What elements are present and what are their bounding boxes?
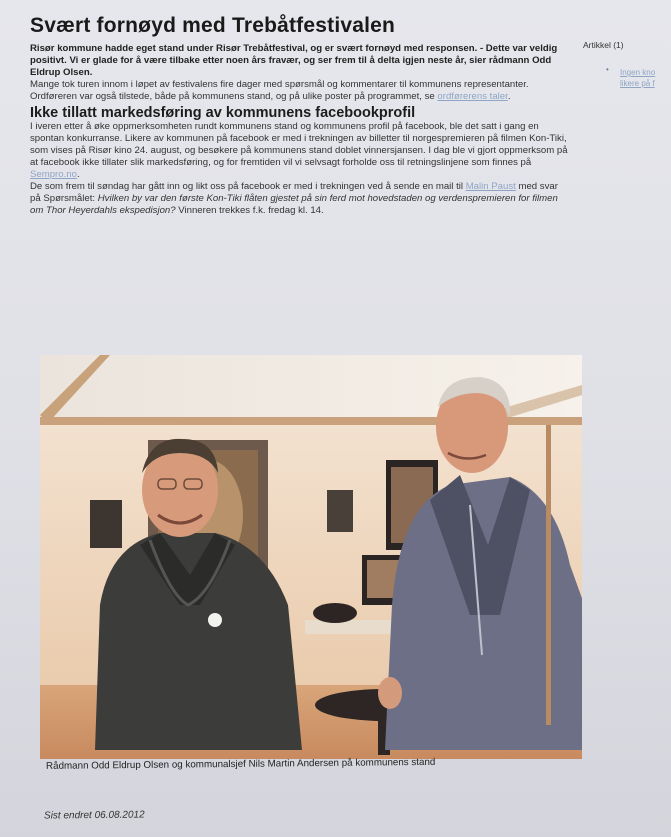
paragraph-3-mid: med svar på Spørsmålet: <box>30 181 558 204</box>
paragraph-2-text: I iveren etter å øke oppmerksomheten rundt kommunens stand og kommunens profil på facebook, ble det satt i gang en spontan konkurranse. Likere av kommunen på facebook er med i trekningen av billetter til norgespremieren på filmen Kon-Tiki, som vises på Risør kino 24. august, og besøkere på kommunens stand doblet vinnersjansen. I dag ble vi gjort oppmerksom på at facebook ikke tillater slik markedsføring, og for fremtiden vil vi selvsagt forholde oss til retningslinjene som finnes på <box>30 121 568 168</box>
article-photo <box>40 355 582 759</box>
sidebar-link-line1: Ingen kno <box>620 68 656 77</box>
sidebar-heading: Artikkel (1) <box>583 40 624 50</box>
malin-paust-link[interactable]: Malin Paust <box>465 181 516 192</box>
quiz-question: Hvilken by var den første Kon-Tiki flåten gjestet på sin ferd mot hovedstaden og verdenspremieren for filmen om Thor Heyerdahls ekspedisjon? <box>30 193 558 216</box>
paragraph-1-text: Mange tok turen innom i løpet av festivalens fire dager med spørsmål og kommentarer til kommunens representanter. Ordføreren var også tilstede, både på kommunens stand, og på ulike poster på programmet, se <box>30 79 529 102</box>
sidebar-link[interactable] <box>620 67 671 89</box>
paragraph-1 <box>30 79 570 103</box>
paragraph-3 <box>30 181 570 217</box>
paragraph-2-end: . <box>76 169 80 180</box>
paragraph-2 <box>30 121 570 181</box>
last-updated: Sist endret 06.08.2012 <box>43 809 145 822</box>
bullet-icon: • <box>606 65 609 74</box>
stand-photo-illustration <box>40 355 582 759</box>
article-title: Svært fornøyd med Trebåtfestivalen <box>30 14 396 37</box>
mayor-speeches-link[interactable]: ordførerens taler <box>437 91 508 102</box>
sempro-link[interactable]: Sempro.no <box>30 169 77 180</box>
subheading: Ikke tillatt markedsføring av kommunens facebookprofil <box>30 105 416 121</box>
paragraph-3-end: Vinneren trekkes f.k. fredag kl. 14. <box>175 205 324 216</box>
photo-caption: Rådmann Odd Eldrup Olsen og kommunalsjef Nils Martin Andersen på kommunens stand <box>45 756 436 772</box>
article <box>30 14 570 217</box>
paragraph-1-end: . <box>507 91 511 102</box>
article-lead: Risør kommune hadde eget stand under Risør Trebåtfestival, og er svært fornøyd med responsen. - Dette var veldig positivt. Vi er glade for å være tilbake etter noen års fravær, og ser frem til å delta igjen neste år, sier rådmann Odd Eldrup Olsen. <box>30 43 558 78</box>
paragraph-3-text: De som frem til søndag har gått inn og likt oss på facebook er med i trekningen ved å sende en mail til <box>30 181 466 192</box>
sidebar-link-line2: likere på f <box>620 79 655 88</box>
